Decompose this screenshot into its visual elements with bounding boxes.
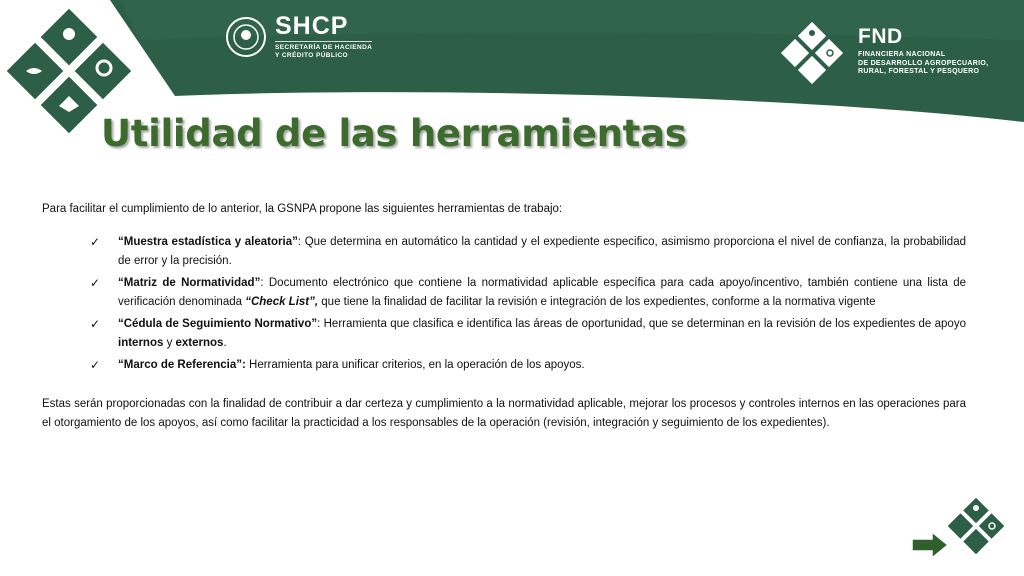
shcp-line2: Y CRÉDITO PÚBLICO	[275, 52, 349, 59]
intro-paragraph: Para facilitar el cumplimiento de lo anterior, la GSNPA propone las siguientes herramientas de trabajo:	[42, 203, 563, 215]
list-item	[42, 233, 966, 271]
item-text: Herramienta para unificar criterios, en la operación de los apoyos.	[245, 359, 585, 371]
shcp-brand: SHCP	[275, 12, 349, 40]
item-emphasis: internos	[118, 337, 164, 349]
item-text-end: .	[223, 337, 227, 349]
fnd-brand: FND	[858, 25, 903, 48]
fnd-line3: RURAL, FORESTAL Y PESQUERO	[858, 68, 980, 75]
shcp-logo	[225, 13, 372, 60]
item-text: : Que determina en automático la cantidad y el expediente especifico, asimismo proporciona el nivel de confianza, la probabilidad de error y la precisión.	[118, 236, 966, 267]
item-text-continued: y	[163, 337, 176, 349]
item-title: “Matriz de Normatividad”	[118, 277, 261, 289]
item-title: “Marco de Referencia”:	[118, 359, 246, 371]
item-text-continued: que tiene la finalidad de facilitar la revisión e integración de los expedientes, conforme a la normativa vigente	[318, 296, 876, 308]
page-title: Utilidad de las herramientas	[101, 112, 687, 155]
fnd-subtitle	[858, 51, 988, 77]
checkmark-icon: ✓	[90, 276, 101, 290]
list-item	[42, 315, 966, 353]
item-emphasis: “Check List”,	[245, 296, 319, 308]
fnd-logo	[776, 17, 988, 89]
item-emphasis-2: externos	[175, 337, 224, 349]
item-text: : Herramienta que clasifica e identifica las áreas de oportunidad, que se determinan en la revisión de los expedientes de apoyo	[317, 318, 966, 330]
seal-icon	[225, 16, 267, 58]
item-title: “Muestra estadística y aleatoria”	[118, 236, 298, 248]
checkmark-icon: ✓	[90, 235, 101, 249]
list-item	[42, 274, 966, 312]
item-title: “Cédula de Seguimiento Normativo”	[118, 318, 318, 330]
fnd-corner-logo	[944, 494, 1008, 558]
fnd-line2: DE DESARROLLO AGROPECUARIO,	[858, 59, 989, 67]
shcp-line1: SECRETARÍA DE HACIENDA	[275, 44, 373, 51]
slide-content	[42, 200, 966, 433]
fnd-diamond-icon	[776, 17, 848, 89]
fnd-line1: FINANCIERA NACIONAL	[858, 51, 946, 58]
tools-list	[42, 233, 966, 375]
shcp-subtitle	[275, 41, 372, 60]
checkmark-icon: ✓	[90, 358, 101, 372]
closing-paragraph: Estas serán proporcionadas con la finalidad de contribuir a dar certeza y cumplimiento a la normatividad aplicable, mejorar los procesos y controles internos en las operaciones para el otorgamiento de los apoyos, así como facilitar la practicidad a los responsables de la operación (revisión, integración y seguimiento de los expedientes).	[42, 398, 966, 429]
list-item	[42, 356, 966, 375]
checkmark-icon: ✓	[90, 317, 101, 331]
item-text: : Documento electrónico que contiene la normatividad aplicable específica para cada apoyo/incentivo, también contiene una lista de verificación denominada	[118, 277, 966, 308]
